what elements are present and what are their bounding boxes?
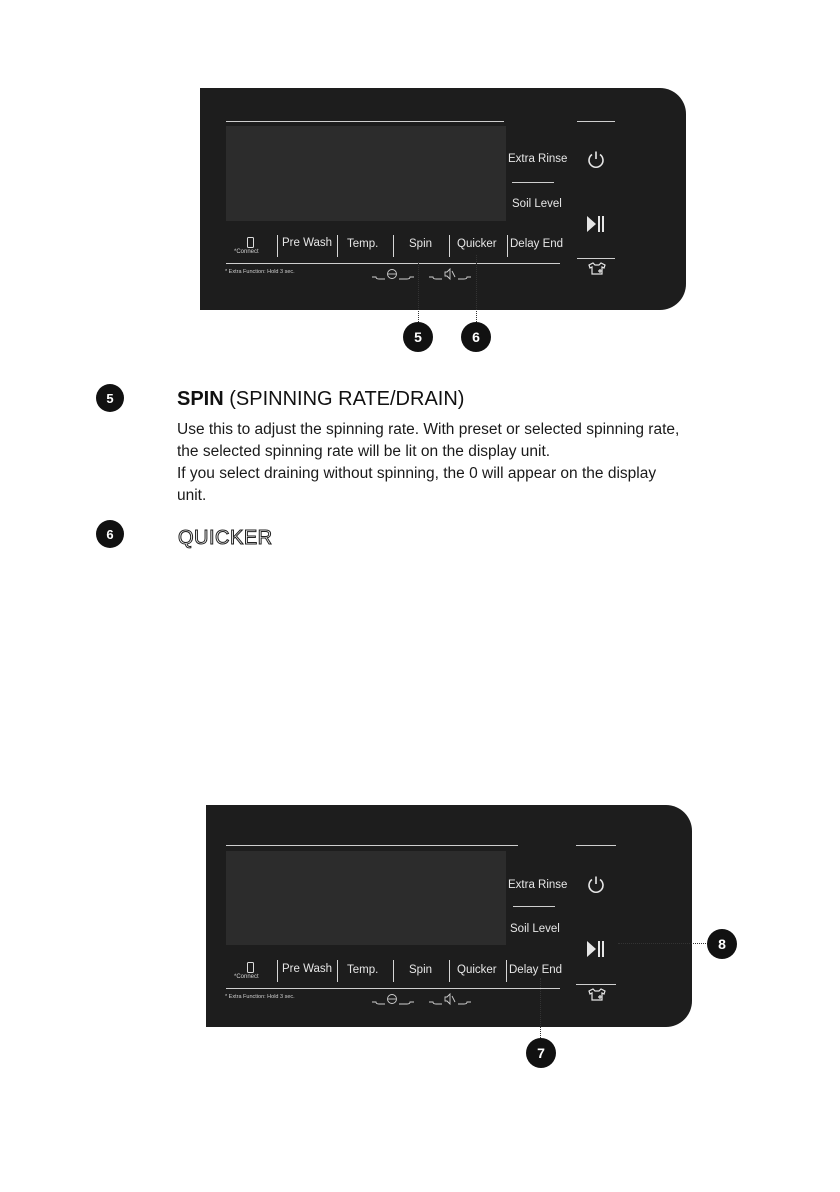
- leader-line: [540, 978, 541, 1038]
- divider: [576, 845, 616, 846]
- temp-button[interactable]: Temp.: [347, 238, 379, 250]
- callout-8: 8: [707, 929, 737, 959]
- separator: [337, 235, 338, 257]
- play-pause-icon[interactable]: [586, 940, 606, 958]
- drain-icon: [372, 268, 414, 280]
- separator: [393, 960, 394, 982]
- divider: [226, 263, 560, 264]
- delay-end-button[interactable]: Delay End: [510, 238, 564, 250]
- separator: [507, 235, 508, 257]
- divider: [512, 182, 554, 183]
- quicker-heading: QUICKER: [178, 527, 273, 549]
- divider: [226, 845, 518, 846]
- separator: [393, 235, 394, 257]
- divider: [576, 984, 616, 985]
- connect-label[interactable]: *Connect: [234, 974, 259, 980]
- leader-line: [618, 943, 708, 944]
- section-5-body: [177, 419, 737, 507]
- callout-5: 5: [403, 322, 433, 352]
- quicker-button[interactable]: Quicker: [457, 238, 497, 250]
- extra-function-note: * Extra Function: Hold 3 sec.: [225, 994, 295, 1000]
- divider: [226, 988, 560, 989]
- separator: [277, 235, 278, 257]
- mute-icon: [429, 268, 471, 280]
- body-line: the selected spinning rate will be lit on the display unit.: [177, 443, 551, 460]
- pre-wash-button[interactable]: Pre Wash: [282, 963, 333, 975]
- separator: [337, 960, 338, 982]
- display-screen: [226, 851, 506, 945]
- separator: [277, 960, 278, 982]
- shirt-icon[interactable]: [587, 988, 607, 1002]
- leader-line: [476, 255, 477, 326]
- section-5-heading: [177, 388, 464, 411]
- section-6-marker: 6: [96, 520, 124, 548]
- phone-icon: [247, 237, 254, 248]
- mute-icon: [429, 993, 471, 1005]
- play-pause-icon[interactable]: [586, 215, 606, 233]
- divider: [513, 906, 555, 907]
- extra-rinse-label[interactable]: Extra Rinse: [508, 879, 568, 891]
- extra-rinse-label[interactable]: Extra Rinse: [508, 153, 568, 165]
- separator: [449, 960, 450, 982]
- soil-level-label[interactable]: Soil Level: [512, 198, 562, 210]
- divider: [226, 121, 504, 122]
- body-line: unit.: [177, 487, 207, 504]
- spin-subtitle: (SPINNING RATE/DRAIN): [223, 388, 465, 410]
- extra-function-note: * Extra Function: Hold 3 sec.: [225, 269, 295, 275]
- pre-wash-button[interactable]: Pre Wash: [282, 237, 333, 249]
- spin-title: SPIN: [177, 388, 224, 410]
- delay-end-button[interactable]: Delay End: [509, 964, 563, 976]
- power-icon[interactable]: [586, 875, 606, 895]
- shirt-icon[interactable]: [587, 262, 607, 276]
- drain-icon: [372, 993, 414, 1005]
- phone-icon: [247, 962, 254, 973]
- temp-button[interactable]: Temp.: [347, 964, 379, 976]
- connect-label[interactable]: *Connect: [234, 249, 259, 255]
- spin-button[interactable]: Spin: [409, 964, 433, 976]
- separator: [506, 960, 507, 982]
- divider: [577, 258, 615, 259]
- separator: [449, 235, 450, 257]
- callout-7: 7: [526, 1038, 556, 1068]
- spin-button[interactable]: Spin: [409, 238, 433, 250]
- display-screen: [226, 126, 506, 221]
- quicker-button[interactable]: Quicker: [457, 964, 497, 976]
- soil-level-label[interactable]: Soil Level: [510, 923, 560, 935]
- power-icon[interactable]: [586, 150, 606, 170]
- control-panel-top: [200, 88, 686, 310]
- section-5-marker: 5: [96, 384, 124, 412]
- body-line: Use this to adjust the spinning rate. With preset or selected spinning rate,: [177, 421, 680, 438]
- callout-6: 6: [461, 322, 491, 352]
- leader-line: [418, 262, 419, 326]
- control-panel-bottom: [206, 805, 692, 1027]
- body-line: If you select draining without spinning, the 0 will appear on the display: [177, 465, 657, 482]
- divider: [577, 121, 615, 122]
